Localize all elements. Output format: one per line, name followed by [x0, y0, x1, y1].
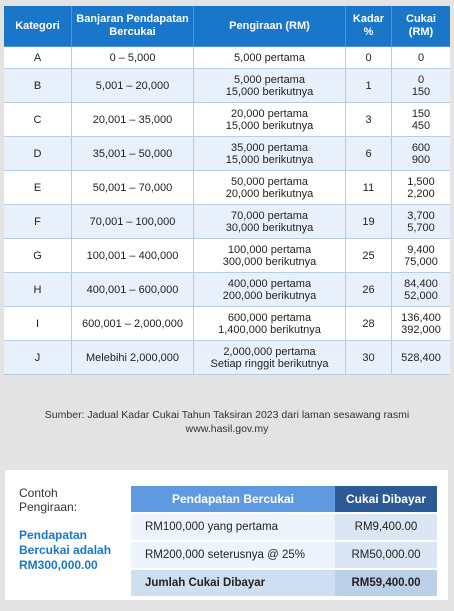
cell-pengiraan: 50,000 pertama 20,000 berikutnya [194, 171, 346, 205]
cell-kadar: 28 [346, 307, 392, 341]
example-intro: Contoh Pengiraan: [19, 486, 78, 514]
cell-banjaran: 600,001 – 2,000,000 [72, 307, 194, 341]
cell-cukai: 600 900 [392, 137, 450, 171]
source-line-2: www.hasil.gov.my [185, 423, 269, 435]
cell-pengiraan: 5,000 pertama [194, 47, 346, 69]
cell-banjaran: 400,001 – 600,000 [72, 273, 194, 307]
table-row [4, 137, 450, 171]
header-pendapatan-bercukai: Pendapatan Bercukai [131, 486, 335, 512]
tax-rate-table [4, 6, 450, 375]
table-row [4, 103, 450, 137]
cell-cukai: 136,400 392,000 [392, 307, 450, 341]
header-kadar: Kadar % [346, 6, 392, 47]
cell-kadar: 3 [346, 103, 392, 137]
source-note [20, 408, 434, 436]
cell-kadar: 25 [346, 239, 392, 273]
cell-pengiraan: 70,000 pertama 30,000 berikutnya [194, 205, 346, 239]
cell-banjaran: 100,001 – 400,000 [72, 239, 194, 273]
cell-pengiraan: 5,000 pertama 15,000 berikutnya [194, 69, 346, 103]
total-value: RM59,400.00 [335, 568, 437, 596]
cell-kategori: H [4, 273, 72, 307]
cell-cukai: 528,400 [392, 341, 450, 375]
cell-cukai: 3,700 5,700 [392, 205, 450, 239]
calc-row [131, 540, 437, 568]
cell-cukai: 150 450 [392, 103, 450, 137]
cell-kategori: G [4, 239, 72, 273]
cell-banjaran: 35,001 – 50,000 [72, 137, 194, 171]
header-cukai: Cukai (RM) [392, 6, 450, 47]
cell-cukai: 84,400 52,000 [392, 273, 450, 307]
cell-kadar: 19 [346, 205, 392, 239]
cell-pengiraan: 100,000 pertama 300,000 berikutnya [194, 239, 346, 273]
table-row [4, 69, 450, 103]
calculation-table [131, 486, 437, 596]
cell-banjaran: 70,001 – 100,000 [72, 205, 194, 239]
table-row [4, 307, 450, 341]
calc-row-label: RM200,000 seterusnya @ 25% [131, 540, 335, 568]
calc-row-value: RM50,000.00 [335, 540, 437, 568]
cell-kategori: B [4, 69, 72, 103]
cell-pengiraan: 2,000,000 pertama Setiap ringgit berikutnya [194, 341, 346, 375]
cell-kadar: 0 [346, 47, 392, 69]
cell-pengiraan: 20,000 pertama 15,000 berikutnya [194, 103, 346, 137]
cell-kadar: 1 [346, 69, 392, 103]
cell-kategori: A [4, 47, 72, 69]
cell-banjaran: Melebihi 2,000,000 [72, 341, 194, 375]
cell-kategori: C [4, 103, 72, 137]
calc-header-row [131, 486, 437, 512]
table-row [4, 239, 450, 273]
cell-kadar: 6 [346, 137, 392, 171]
header-kategori: Kategori [4, 6, 72, 47]
table-row [4, 47, 450, 69]
cell-pengiraan: 35,000 pertama 15,000 berikutnya [194, 137, 346, 171]
total-label: Jumlah Cukai Dibayar [131, 568, 335, 596]
cell-kategori: I [4, 307, 72, 341]
header-banjaran: Banjaran Pendapatan Bercukai [72, 6, 194, 47]
cell-cukai: 0 [392, 47, 450, 69]
table-row [4, 341, 450, 375]
cell-kategori: J [4, 341, 72, 375]
cell-cukai: 0 150 [392, 69, 450, 103]
calc-row [131, 512, 437, 540]
cell-kadar: 26 [346, 273, 392, 307]
tax-table-header-row [4, 6, 450, 47]
cell-pengiraan: 600,000 pertama 1,400,000 berikutnya [194, 307, 346, 341]
cell-banjaran: 5,001 – 20,000 [72, 69, 194, 103]
calculation-example-panel [5, 470, 448, 600]
table-row [4, 205, 450, 239]
cell-kadar: 11 [346, 171, 392, 205]
cell-banjaran: 50,001 – 70,000 [72, 171, 194, 205]
source-line-1: Sumber: Jadual Kadar Cukai Tahun Taksiran 2023 dari laman sesawang rasmi [44, 409, 410, 421]
cell-kadar: 30 [346, 341, 392, 375]
cell-cukai: 9,400 75,000 [392, 239, 450, 273]
calc-row-label: RM100,000 yang pertama [131, 512, 335, 540]
header-pengiraan: Pengiraan (RM) [194, 6, 346, 47]
table-row [4, 273, 450, 307]
cell-banjaran: 0 – 5,000 [72, 47, 194, 69]
cell-kategori: E [4, 171, 72, 205]
header-cukai-dibayar: Cukai Dibayar [335, 486, 437, 512]
cell-pengiraan: 400,000 pertama 200,000 berikutnya [194, 273, 346, 307]
cell-kategori: D [4, 137, 72, 171]
cell-banjaran: 20,001 – 35,000 [72, 103, 194, 137]
cell-cukai: 1,500 2,200 [392, 171, 450, 205]
calc-total-row [131, 568, 437, 596]
table-row [4, 171, 450, 205]
cell-kategori: F [4, 205, 72, 239]
calc-row-value: RM9,400.00 [335, 512, 437, 540]
taxable-income-statement: Pendapatan Bercukai adalah RM300,000.00 [19, 528, 112, 572]
